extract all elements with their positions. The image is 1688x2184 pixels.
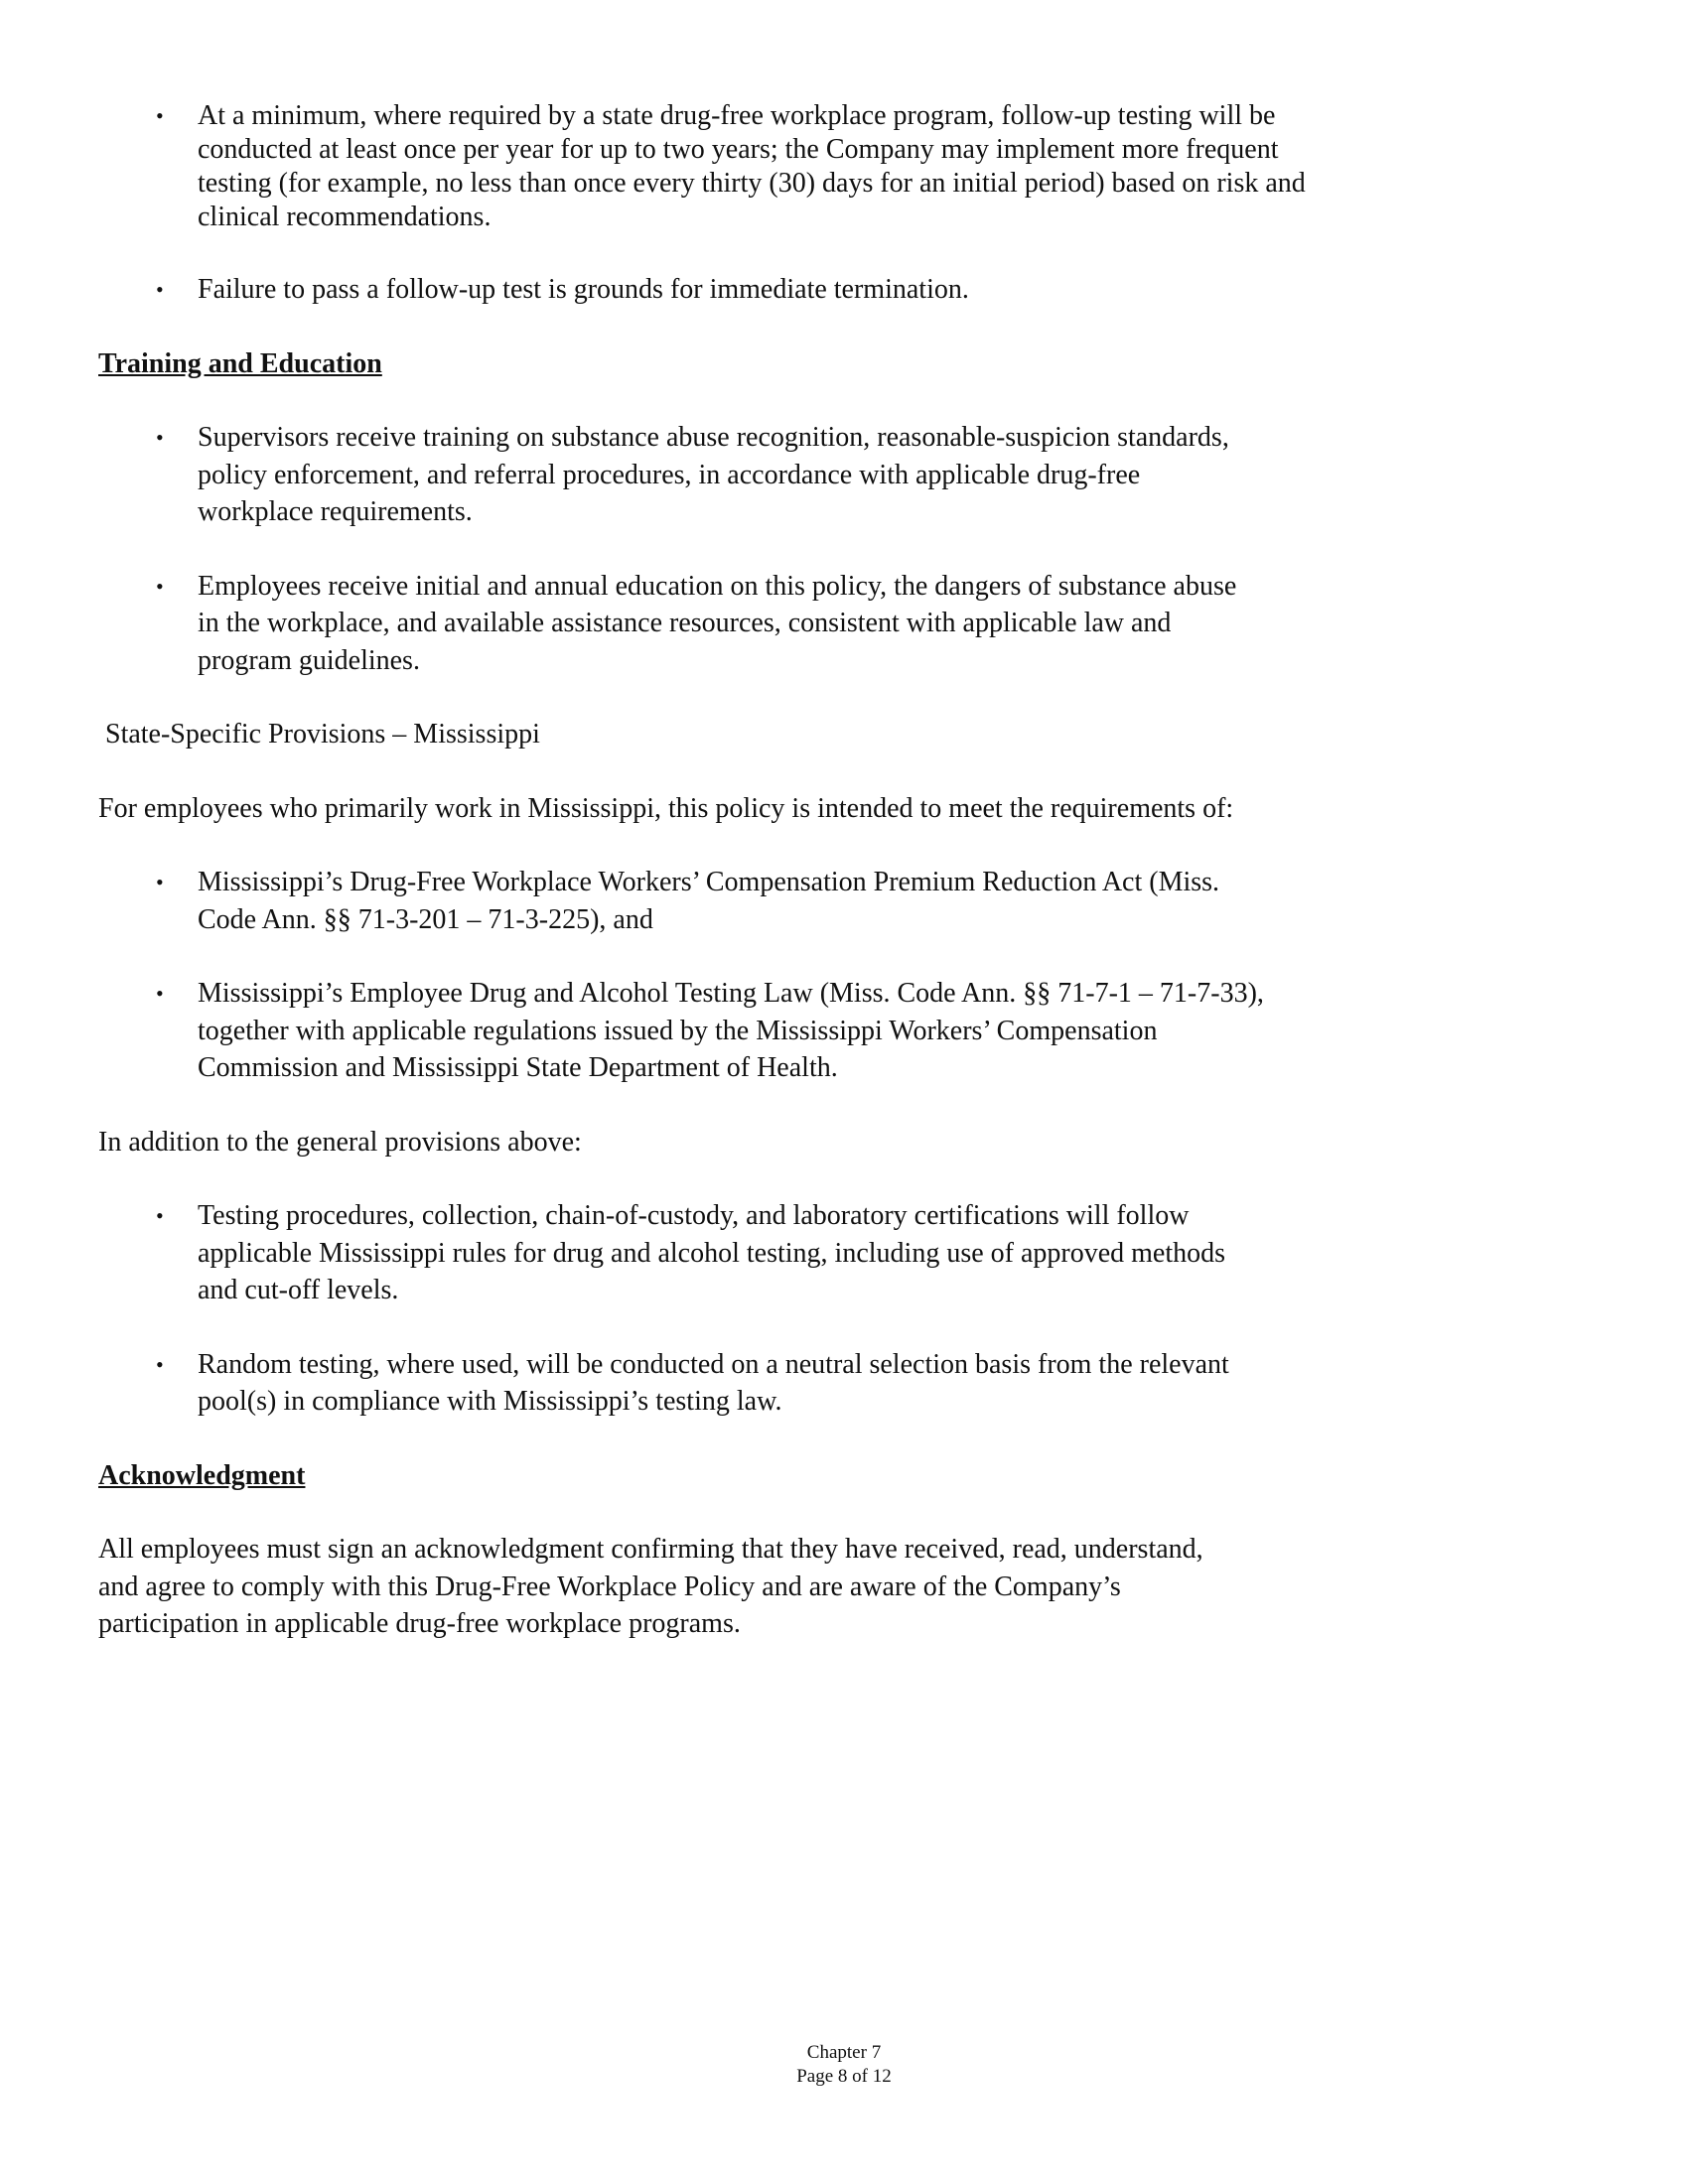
state-intro: For employees who primarily work in Mississippi, this policy is intended to meet the requirements of:	[98, 792, 1234, 824]
footer-page-number: Page 8 of 12	[796, 2066, 892, 2087]
bullet-item	[156, 1346, 1608, 1421]
bullet-icon: •	[156, 1203, 164, 1228]
addition-intro: In addition to the general provisions above:	[98, 1126, 582, 1158]
bullet-text: Failure to pass a follow-up test is grounds for immediate termination.	[198, 274, 969, 305]
bullet-icon: •	[156, 573, 164, 599]
bullet-text: Testing procedures, collection, chain-of-custody, and laboratory certifications will follow applicable Mississippi rules for drug and alcohol testing, including use of approved methods and cut-off levels.	[198, 1200, 1226, 1305]
bullet-icon: •	[156, 277, 164, 302]
document-body	[98, 99, 1608, 1680]
section-heading-state: State-Specific Provisions – Mississippi	[105, 719, 540, 750]
bullet-icon: •	[156, 870, 164, 894]
bullet-item	[156, 864, 1608, 938]
bullet-item	[156, 419, 1608, 531]
bullet-text: Random testing, where used, will be conducted on a neutral selection basis from the relevant pool(s) in compliance with Mississippi’s testing law.	[198, 1348, 1229, 1417]
footer-chapter: Chapter 7	[806, 2042, 882, 2063]
bullet-item	[156, 975, 1608, 1087]
bullet-icon: •	[156, 981, 164, 1006]
bullet-text: Employees receive initial and annual education on this policy, the dangers of substance abuse in the workplace, and available assistance resources, consistent with applicable law and program guidelines.	[198, 570, 1237, 676]
bullet-item	[156, 1197, 1608, 1309]
section-heading-training: Training and Education	[98, 347, 382, 379]
bullet-item	[156, 99, 1608, 234]
bullet-item	[156, 568, 1608, 680]
bullet-text: Supervisors receive training on substance abuse recognition, reasonable-suspicion standards, policy enforcement, and referral procedures, in accordance with applicable drug-free workplace requirements.	[198, 422, 1229, 527]
bullet-text: At a minimum, where required by a state drug-free workplace program, follow-up testing will be conducted at least once per year for up to two years; the Company may implement more frequent testing (for example, no less than once every thirty (30) days for an initial period) based on risk and clinical recommendations.	[198, 100, 1306, 232]
bullet-icon: •	[156, 1351, 164, 1377]
bullet-text: Mississippi’s Drug-Free Workplace Workers’ Compensation Premium Reduction Act (Miss. Code Ann. §§ 71-3-201 – 71-3-225), and	[198, 867, 1220, 935]
bullet-icon: •	[156, 425, 164, 450]
bullet-icon: •	[156, 103, 164, 128]
section-heading-acknowledgment: Acknowledgment	[98, 1459, 306, 1491]
bullet-text: Mississippi’s Employee Drug and Alcohol Testing Law (Miss. Code Ann. §§ 71-7-1 – 71-7-33), together with applicable regulations issued by the Mississippi Workers’ Compensation Commission and Mississippi State Department of Health.	[198, 978, 1264, 1083]
bullet-item	[156, 271, 1608, 309]
acknowledgment-text: All employees must sign an acknowledgment confirming that they have received, read, understand, and agree to comply with this Drug-Free Workplace Policy and are aware of the Company’s participation in applicable drug-free workplace programs.	[98, 1534, 1203, 1639]
